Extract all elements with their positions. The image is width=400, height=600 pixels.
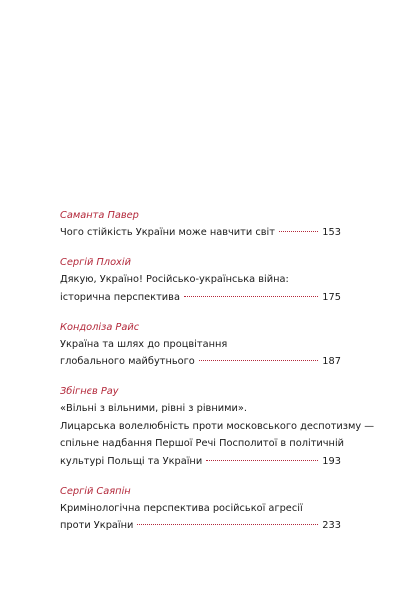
entry-title-last-line [60, 453, 341, 471]
entry-title-last-line [60, 289, 341, 307]
entry-page-number: 193 [322, 455, 341, 467]
entry-page-number: 187 [322, 356, 341, 367]
entry-title-text: глобального майбутнього [60, 356, 195, 367]
dot-leader [137, 524, 318, 525]
dot-leader [199, 360, 319, 361]
entry-title-line: Дякую, Україно! Російсько-українська війна: [60, 274, 289, 285]
table-of-contents [60, 208, 375, 548]
entry-page-number: 175 [322, 291, 341, 303]
entry-title-last-line [60, 353, 341, 371]
toc-entry [60, 208, 341, 242]
toc-entry [60, 320, 341, 371]
entry-author: Саманта Павер [60, 210, 139, 221]
entry-title-text: історична перспектива [60, 291, 180, 303]
entry-author: Сергій Плохій [60, 257, 131, 268]
entry-title-line: Кримінологічна перспектива російської агресії [60, 502, 303, 514]
entry-title-text: Чого стійкість України може навчити світ [60, 227, 275, 238]
entry-author: Збігнєв Рау [60, 386, 119, 397]
dot-leader [279, 231, 318, 232]
entry-title-line: спільне надбання Першої Речі Посполитої в політичній [60, 438, 345, 449]
entry-author: Сергій Саяпін [60, 485, 131, 497]
entry-title-text: культурі Польщі та України [60, 455, 203, 467]
entry-title-last-line [60, 517, 341, 535]
dot-leader [184, 296, 318, 297]
entry-title-text: проти України [60, 520, 134, 531]
entry-title-line: Україна та шлях до процвітання [60, 338, 228, 350]
entry-title-last-line [60, 224, 341, 242]
entry-title-line: Лицарська волелюбність проти московського деспотизму — [60, 420, 375, 432]
dot-leader [206, 460, 318, 461]
toc-entry [60, 255, 341, 306]
entry-page-number: 233 [322, 520, 341, 531]
entry-title-line: «Вільні з вільними, рівні з рівними». [60, 403, 247, 414]
toc-entry [60, 484, 341, 535]
entry-author: Кондоліза Райс [60, 321, 140, 333]
toc-entry [60, 384, 375, 470]
entry-page-number: 153 [322, 227, 341, 238]
